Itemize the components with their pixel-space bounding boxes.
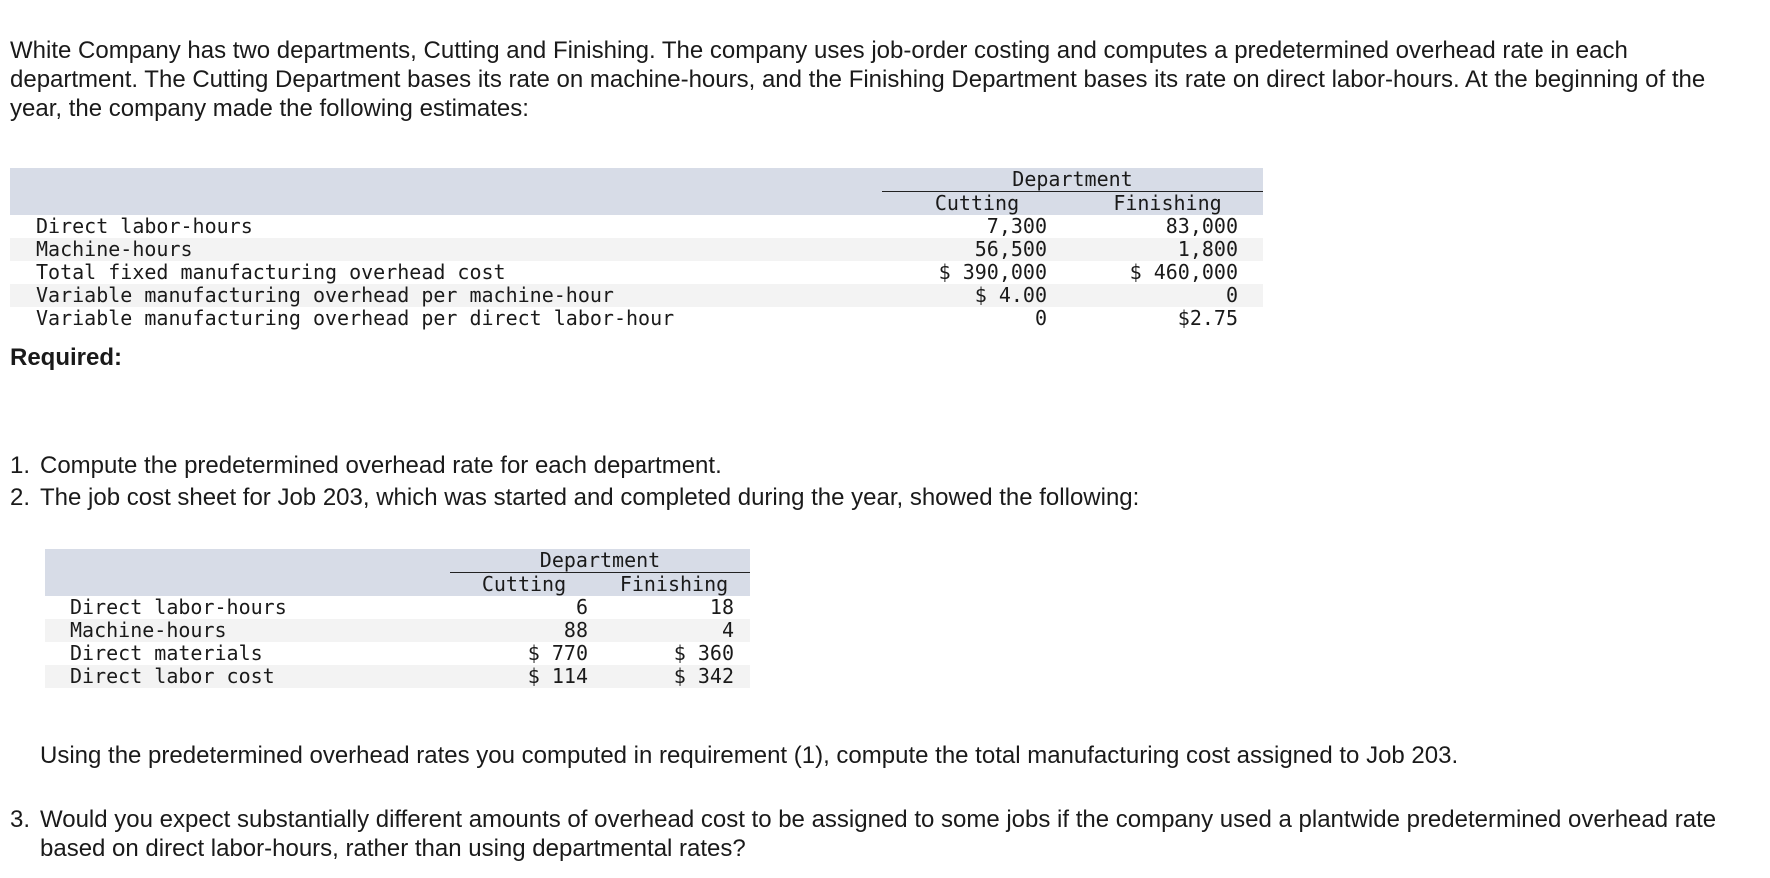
job-header-row-2 <box>45 573 750 597</box>
estimates-header-row-1 <box>10 168 1263 192</box>
row-label: Variable manufacturing overhead per machine-hour <box>10 284 882 307</box>
item-number: 1. <box>9 452 30 479</box>
finishing-value: $2.75 <box>1177 306 1238 330</box>
table-row <box>45 596 750 619</box>
cutting-value: 88 <box>450 619 588 642</box>
cutting-value: 7,300 <box>986 214 1047 238</box>
row-label: Total fixed manufacturing overhead cost <box>36 260 506 284</box>
finishing-value: 0 <box>1072 284 1238 307</box>
cutting-value: 56,500 <box>882 238 1047 261</box>
job-203-table <box>45 549 750 688</box>
department-header: Department <box>882 168 1263 192</box>
item-number: 2. <box>9 484 30 511</box>
row-label: Direct labor-hours <box>70 595 287 619</box>
table-row <box>45 619 750 642</box>
required-heading: Required: <box>10 344 123 371</box>
table-row <box>45 665 750 688</box>
item-text: Compute the predetermined overhead rate for each department. <box>40 452 722 479</box>
estimates-table <box>10 168 1263 330</box>
table-row <box>45 642 750 665</box>
row-label: Machine-hours <box>10 238 882 261</box>
cutting-value: $ 4.00 <box>882 284 1047 307</box>
cutting-value: 6 <box>575 595 588 619</box>
intro-paragraph: White Company has two departments, Cutting and Finishing. The company uses job-order costing and computes a predetermined overhead rate in each department. The Cutting Department bases its rate on machine-hours, and the Finishing Department bases its rate on direct labor-hours. At the beginning of the year, the company made the following estimates: <box>10 37 1706 122</box>
item-text: The job cost sheet for Job 203, which was started and completed during the year, showed the following: <box>40 484 1140 511</box>
table-row <box>10 261 1263 284</box>
row-label: Direct materials <box>70 641 263 665</box>
finishing-value: $ 460,000 <box>1129 260 1238 284</box>
department-header: Department <box>450 549 750 573</box>
finishing-value: $ 360 <box>673 641 734 665</box>
finishing-value: 18 <box>709 595 734 619</box>
cutting-column-header: Cutting <box>882 192 1072 216</box>
row-label: Variable manufacturing overhead per direct labor-hour <box>36 306 675 330</box>
cutting-value: $ 390,000 <box>938 260 1047 284</box>
job-header-row-1 <box>45 549 750 573</box>
finishing-value: 1,800 <box>1072 238 1238 261</box>
item-text: Would you expect substantially different amounts of overhead cost to be assigned to some jobs if the company used a plantwide predetermined overhead rate based on direct labor-hours, rather than using departmental rates? <box>40 806 1717 862</box>
cutting-column-header: Cutting <box>450 573 598 597</box>
table-row <box>10 307 1263 330</box>
finishing-column-header: Finishing <box>1072 192 1263 216</box>
table-row <box>10 215 1263 238</box>
row-label: Direct labor cost <box>45 665 450 688</box>
item-number: 3. <box>9 806 30 833</box>
table-row <box>10 284 1263 307</box>
row-label: Machine-hours <box>45 619 450 642</box>
table-row <box>10 238 1263 261</box>
estimates-header-row-2 <box>10 192 1263 216</box>
cutting-value: 0 <box>1034 306 1047 330</box>
finishing-value: 4 <box>598 619 734 642</box>
list-item <box>0 805 1740 863</box>
finishing-value: 83,000 <box>1165 214 1238 238</box>
cutting-value: $ 770 <box>527 641 588 665</box>
cutting-value: $ 114 <box>450 665 588 688</box>
finishing-column-header: Finishing <box>598 573 750 597</box>
item-text: Using the predetermined overhead rates you computed in requirement (1), compute the total manufacturing cost assigned to Job 203. <box>40 742 1459 769</box>
list-item <box>0 483 1740 512</box>
row-label: Direct labor-hours <box>36 214 253 238</box>
finishing-value: $ 342 <box>598 665 734 688</box>
list-item <box>0 451 1740 480</box>
list-item <box>0 741 1740 799</box>
